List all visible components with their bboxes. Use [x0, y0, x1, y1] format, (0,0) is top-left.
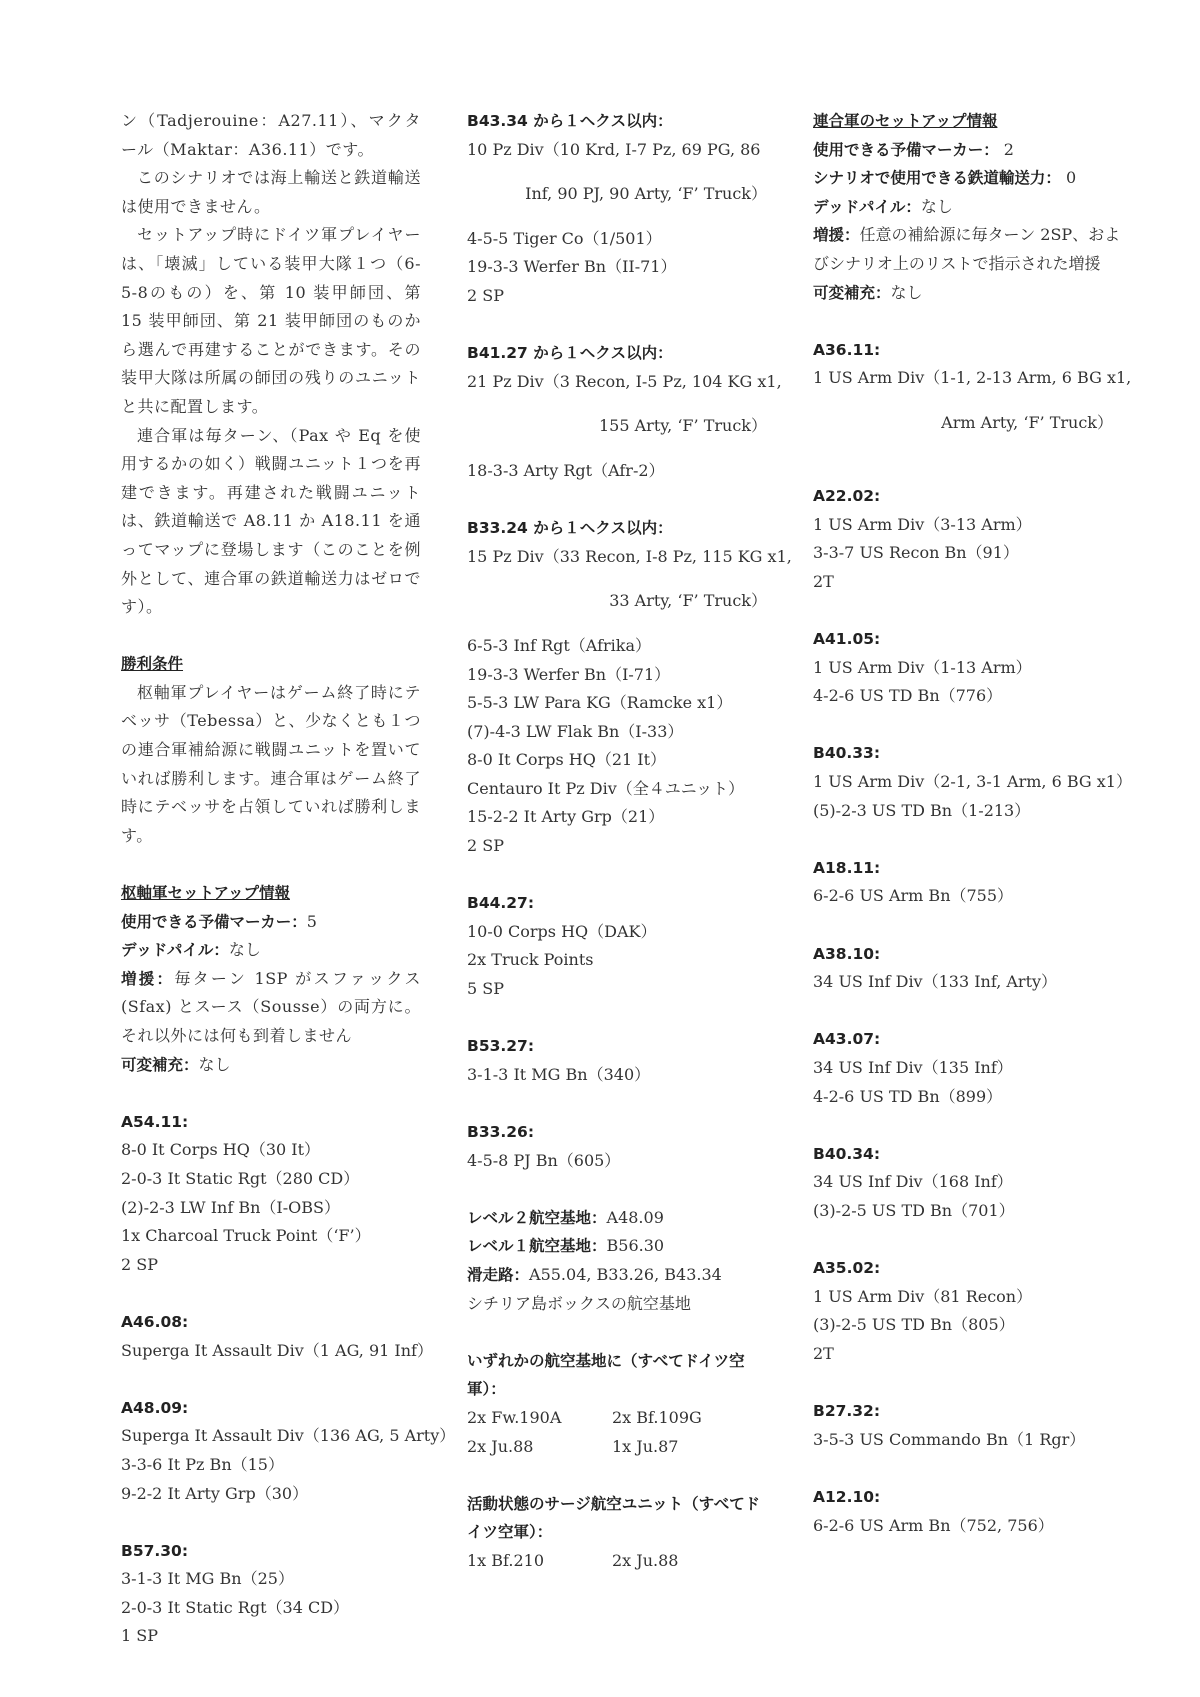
sicily-airbase-line: シチリア島ボックスの航空基地	[467, 1293, 691, 1313]
unit-entry: 6-2-6 US Arm Bn（752, 756）	[813, 1515, 1054, 1535]
surge-heading-cont: イツ空軍）：	[467, 1523, 553, 1542]
allied-deadpile-line: デッドパイル：なし	[813, 196, 953, 216]
unit-entry: 15-2-2 It Arty Grp（21）	[467, 807, 665, 827]
hex-heading: A35.02:	[813, 1259, 881, 1278]
unit-entry: 1 US Arm Div（3-13 Arm）	[813, 514, 1032, 534]
axis-reserve-line: 使用できる予備マーカー：5	[121, 911, 317, 931]
unit-entry: 10-0 Corps HQ（DAK）	[467, 921, 657, 941]
intro-paragraph: このシナリオでは海上輸送と鉄道輸送は使用できません。	[121, 168, 421, 216]
hex-heading: B40.34:	[813, 1144, 881, 1163]
unit-entry-continuation: 155 Arty, ‘F’ Truck）	[599, 416, 767, 436]
hex-heading: B27.32:	[813, 1402, 881, 1421]
unit-entry: 1x Charcoal Truck Point（‘F’）	[121, 1226, 371, 1246]
hex-heading: B57.30:	[121, 1541, 189, 1560]
unit-entry: Superga It Assault Div（136 AG, 5 Arty）	[121, 1426, 456, 1446]
unit-entry: 3-3-7 US Recon Bn（91）	[813, 543, 1019, 563]
unit-entry: 8-0 It Corps HQ（30 It）	[121, 1140, 321, 1160]
air-unit: 2x Ju.88	[467, 1436, 534, 1456]
hex-heading: A41.05:	[813, 630, 881, 649]
hex-heading: A54.11:	[121, 1112, 189, 1131]
unit-entry: 1 US Arm Div（2-1, 3-1 Arm, 6 BG x1）	[813, 772, 1132, 792]
column-1	[121, 107, 456, 1651]
hex-heading: A48.09:	[121, 1398, 189, 1417]
unit-entry: 6-5-3 Inf Rgt（Afrika）	[467, 635, 651, 655]
airbase-level1-line: レベル１航空基地：B56.30	[467, 1236, 665, 1256]
unit-entry: 1 SP	[121, 1626, 158, 1646]
unit-entry: 4-5-5 Tiger Co（1/501）	[467, 228, 662, 248]
unit-entry: 34 US Inf Div（135 Inf）	[813, 1058, 1013, 1077]
unit-entry: (7)-4-3 LW Flak Bn（I-33）	[467, 721, 684, 741]
unit-entry: 3-1-3 It MG Bn（25）	[121, 1569, 294, 1589]
victory-heading: 勝利条件	[121, 655, 184, 674]
hex-heading: A38.10:	[813, 944, 881, 963]
unit-entry: (3)-2-5 US TD Bn（805）	[813, 1315, 1015, 1335]
intro-paragraph: セットアップ時にドイツ軍プレイヤーは、「壊滅」している装甲大隊１つ（6-5-8のもの）を、第 10 装甲師団、第 15 装甲師団、第 21 装甲師団のものから選んで再建することができます。その装甲大隊は所属の師団の残りのユニットと共に配置します。	[121, 225, 421, 416]
hex-heading: A36.11:	[813, 340, 881, 359]
hex-heading: A46.08:	[121, 1312, 189, 1331]
any-airbase-heading: いずれかの航空基地に（すべてドイツ空	[467, 1351, 745, 1370]
airstrip-line: 滑走路：A55.04, B33.26, B43.34	[467, 1264, 722, 1284]
unit-entry: 3-3-6 It Pz Bn（15）	[121, 1454, 284, 1474]
column-3	[813, 107, 1132, 1540]
allied-reserve-line: 使用できる予備マーカー： 2	[813, 139, 1014, 159]
unit-entry: 21 Pz Div（3 Recon, I-5 Pz, 104 KG x1,	[467, 371, 782, 391]
hex-heading: A12.10:	[813, 1487, 881, 1506]
hex-heading: A43.07:	[813, 1030, 881, 1049]
unit-entry: 19-3-3 Werfer Bn（I-71）	[467, 664, 671, 684]
hex-heading: B40.33:	[813, 744, 881, 763]
hex-heading: B44.27:	[467, 894, 535, 913]
unit-entry: 2x Truck Points	[467, 950, 594, 970]
unit-entry-continuation: Arm Arty, ‘F’ Truck）	[941, 412, 1113, 432]
unit-entry: 6-2-6 US Arm Bn（755）	[813, 886, 1014, 906]
air-unit: 2x Fw.190A	[467, 1407, 562, 1427]
hex-heading: B33.24 から１ヘクス以内：	[467, 519, 673, 538]
allied-variable-replacement-line: 可変補充：なし	[813, 282, 923, 302]
airbase-level2-line: レベル２航空基地：A48.09	[467, 1207, 664, 1227]
unit-entry: 8-0 It Corps HQ（21 It）	[467, 750, 667, 770]
unit-entry: 3-1-3 It MG Bn（340）	[467, 1064, 651, 1084]
unit-entry: 10 Pz Div（10 Krd, I-7 Pz, 69 PG, 86	[467, 139, 761, 159]
unit-entry: 3-5-3 US Commando Bn（1 Rgr）	[813, 1429, 1086, 1449]
unit-entry-continuation: 33 Arty, ‘F’ Truck）	[609, 591, 767, 611]
hex-heading: B53.27:	[467, 1037, 535, 1056]
unit-entry: 2 SP	[467, 836, 504, 856]
air-unit-row	[467, 1547, 767, 1576]
air-unit-row	[467, 1404, 767, 1433]
unit-entry: (3)-2-5 US TD Bn（701）	[813, 1200, 1015, 1220]
intro-paragraph: 連合軍は毎ターン、（Pax や Eq を使用するかの如く）戦闘ユニット１つを再建できます。再建された戦闘ユニットは、鉄道輸送で A8.11 か A18.11 を通ってマップに登場します（このことを例外として、連合軍の鉄道輸送力はゼロです）。	[121, 425, 421, 617]
unit-entry: 5-5-3 LW Para KG（Ramcke x1）	[467, 693, 733, 713]
unit-entry: 9-2-2 It Arty Grp（30）	[121, 1483, 309, 1503]
axis-reinforcement-line: 増援：毎ターン 1SP がスファックス(Sfax) とスース（Sousse）の両方に。それ以外には何も到着しません	[121, 968, 421, 1045]
air-unit: 2x Ju.88	[612, 1550, 679, 1570]
unit-entry: 2 SP	[467, 285, 504, 305]
unit-entry: 18-3-3 Arty Rgt（Afr-2）	[467, 460, 665, 480]
allied-reinforcement-line: 増援：任意の補給源に毎ターン 2SP、およ	[813, 225, 1121, 245]
allied-reinforcement-line-cont: びシナリオ上のリストで指示された増援	[813, 253, 1101, 273]
unit-entry: Superga It Assault Div（1 AG, 91 Inf）	[121, 1340, 433, 1360]
air-unit: 1x Ju.87	[612, 1436, 679, 1456]
hex-heading: A18.11:	[813, 858, 881, 877]
axis-setup-heading: 枢軸軍セットアップ情報	[121, 884, 290, 903]
axis-variable-replacement-line: 可変補充：なし	[121, 1054, 231, 1074]
unit-entry: 5 SP	[467, 979, 504, 999]
unit-entry: (5)-2-3 US TD Bn（1-213）	[813, 800, 1031, 820]
hex-heading: B41.27 から１ヘクス以内：	[467, 344, 673, 363]
hex-heading: A22.02:	[813, 487, 881, 506]
unit-entry: 4-5-8 PJ Bn（605）	[467, 1150, 621, 1170]
any-airbase-heading-cont: 軍）：	[467, 1380, 506, 1399]
air-unit-row	[467, 1433, 767, 1462]
unit-entry: 2T	[813, 571, 834, 591]
unit-entry: 1 US Arm Div（1-13 Arm）	[813, 657, 1032, 677]
surge-heading: 活動状態のサージ航空ユニット（すべてド	[467, 1494, 760, 1513]
allied-setup-heading: 連合軍のセットアップ情報	[813, 112, 998, 130]
unit-entry: 15 Pz Div（33 Recon, I-8 Pz, 115 KG x1,	[467, 546, 792, 566]
unit-entry-continuation: Inf, 90 PJ, 90 Arty, ‘F’ Truck）	[525, 184, 767, 204]
unit-entry: 2-0-3 It Static Rgt（280 CD）	[121, 1168, 360, 1188]
unit-entry: 4-2-6 US TD Bn（776）	[813, 686, 1003, 706]
unit-entry: 2-0-3 It Static Rgt（34 CD）	[121, 1597, 350, 1617]
unit-entry: 4-2-6 US TD Bn（899）	[813, 1086, 1003, 1106]
unit-entry: 1 US Arm Div（81 Recon）	[813, 1286, 1033, 1306]
air-unit: 1x Bf.210	[467, 1550, 545, 1570]
unit-entry: 19-3-3 Werfer Bn（II-71）	[467, 257, 677, 277]
unit-entry: 34 US Inf Div（133 Inf, Arty）	[813, 972, 1058, 992]
unit-entry: Centauro It Pz Div（全４ユニット）	[467, 778, 745, 798]
hex-heading: B43.34 から１ヘクス以内：	[467, 112, 673, 130]
hex-heading: B33.26:	[467, 1123, 535, 1141]
unit-entry: 2 SP	[121, 1254, 158, 1274]
victory-text: 枢軸軍プレイヤーはゲーム終了時にテベッサ（Tebessa）と、少なくとも１つの連合軍補給源に戦闘ユニットを置いていれば勝利します。連合軍はゲーム終了時にテベッサを占領していれば勝利します。	[121, 682, 421, 845]
unit-entry: 2T	[813, 1343, 834, 1363]
unit-entry: 34 US Inf Div（168 Inf）	[813, 1172, 1013, 1192]
unit-entry: 1 US Arm Div（1-1, 2-13 Arm, 6 BG x1,	[813, 368, 1132, 388]
air-unit: 2x Bf.109G	[612, 1407, 702, 1427]
intro-paragraph: ン（Tadjerouine：A27.11）、マクタール（Maktar：A36.11）です。	[121, 111, 421, 159]
column-2	[467, 107, 792, 1576]
axis-deadpile-line: デッドパイル：なし	[121, 940, 261, 960]
allied-rail-line: シナリオで使用できる鉄道輸送力： 0	[813, 168, 1077, 188]
unit-entry: (2)-2-3 LW Inf Bn（I-OBS）	[121, 1197, 340, 1217]
